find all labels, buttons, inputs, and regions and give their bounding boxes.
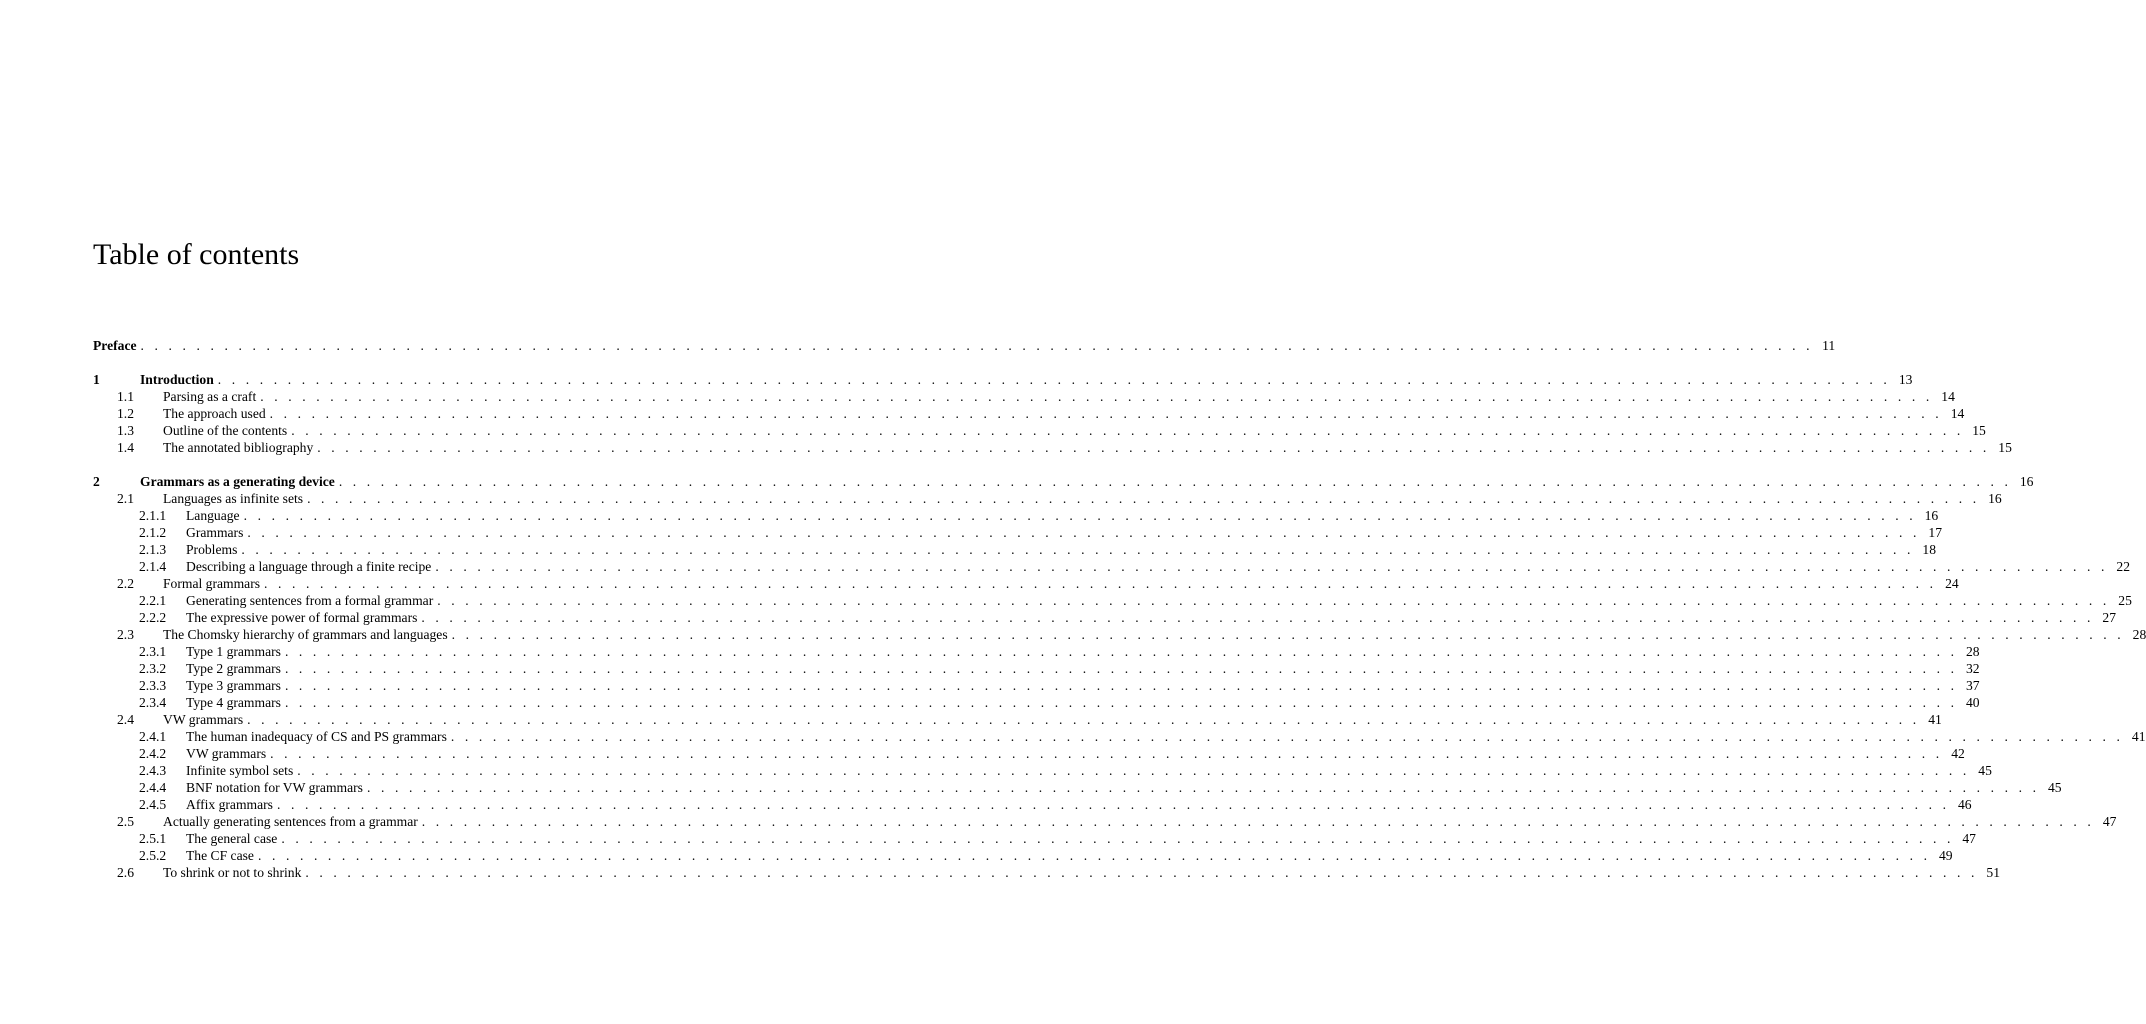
- toc-section-entry: [93, 575, 1959, 592]
- dot-leader: . . . . . . . . . . . . . . . . . . . . . . . . . . . . . . . . . . . . . . . . . . . . . . . . . . . . . . . . . . . . . . . . . . . . . . . . . . . . . . . . . . . . . . . . . . . . . . . . . . . . . . . . . . . . . . . . . . . . . . . .: [260, 389, 1933, 404]
- dot-leader: . . . . . . . . . . . . . . . . . . . . . . . . . . . . . . . . . . . . . . . . . . . . . . . . . . . . . . . . . . . . . . . . . . . . . . . . . . . . . . . . . . . . . . . . . . . . . . . . . . . . . . . . . . . . . . . . . . . . . . . .: [338, 474, 2012, 489]
- toc-section-entry: [93, 405, 1965, 422]
- toc-subsection-entry: [93, 728, 2146, 745]
- dot-leader: . . . . . . . . . . . . . . . . . . . . . . . . . . . . . . . . . . . . . . . . . . . . . . . . . . . . . . . . . . . . . . . . . . . . . . . . . . . . . . . . . . . . . . . . . . . . . . . . . . . . . . . . . . . . . . . . . . . . . . . .: [317, 440, 1990, 455]
- dot-leader: . . . . . . . . . . . . . . . . . . . . . . . . . . . . . . . . . . . . . . . . . . . . . . . . . . . . . . . . . . . . . . . . . . . . . . . . . . . . . . . . . . . . . . . . . . . . . . . . . . . . . . . . . . . . . . . . . . . . . . . .: [366, 780, 2040, 795]
- toc-entry-title: Preface: [93, 338, 137, 353]
- toc-subsection-entry: [93, 694, 1980, 711]
- toc-subsection-entry: [93, 558, 2130, 575]
- toc-entry-page-number: 45: [2047, 780, 2062, 795]
- toc-entry-title: Describing a language through a finite recipe: [186, 559, 432, 574]
- dot-leader: . . . . . . . . . . . . . . . . . . . . . . . . . . . . . . . . . . . . . . . . . . . . . . . . . . . . . . . . . . . . . . . . . . . . . . . . . . . . . . . . . . . . . . . . . . . . . . . . . . . . . . . . . . . . . . . . . . . . . . . .: [421, 610, 2095, 625]
- toc-entry-number: 2: [93, 474, 100, 489]
- toc-entry-title: The annotated bibliography: [163, 440, 314, 455]
- toc-subsection-entry: [93, 847, 1953, 864]
- toc-entry-title: Type 2 grammars: [186, 661, 281, 676]
- toc-entry-page-number: 47: [2102, 814, 2117, 829]
- toc-entry-number: 2.2: [117, 576, 134, 591]
- toc-subsection-entry: [93, 796, 1972, 813]
- toc-subsection-entry: [93, 779, 2062, 796]
- toc-entry-number: 2.4.2: [139, 746, 167, 761]
- dot-leader: . . . . . . . . . . . . . . . . . . . . . . . . . . . . . . . . . . . . . . . . . . . . . . . . . . . . . . . . . . . . . . . . . . . . . . . . . . . . . . . . . . . . . . . . . . . . . . . . . . . . . . . . . . . . . . . . . . . . . . . .: [297, 763, 1970, 778]
- toc-section-entry: [93, 490, 2002, 507]
- toc-entry-number: 2.5.1: [139, 831, 167, 846]
- toc-entry-number: 2.4.5: [139, 797, 167, 812]
- toc-entry-number: 2.1.1: [139, 508, 167, 523]
- dot-leader: . . . . . . . . . . . . . . . . . . . . . . . . . . . . . . . . . . . . . . . . . . . . . . . . . . . . . . . . . . . . . . . . . . . . . . . . . . . . . . . . . . . . . . . . . . . . . . . . . . . . . . . . . . . . . . . . . . . . . . . .: [276, 797, 1950, 812]
- toc-entry-title: The human inadequacy of CS and PS grammars: [186, 729, 447, 744]
- toc-entry-title: VW grammars: [163, 712, 244, 727]
- toc-entry-page-number: 17: [1928, 525, 1943, 540]
- toc-entry-title: Grammars as a generating device: [140, 474, 335, 489]
- toc-subsection-entry: [93, 524, 1943, 541]
- dot-leader: . . . . . . . . . . . . . . . . . . . . . . . . . . . . . . . . . . . . . . . . . . . . . . . . . . . . . . . . . . . . . . . . . . . . . . . . . . . . . . . . . . . . . . . . . . . . . . . . . . . . . . . . . . . . . . . . . . . . . . . .: [281, 831, 1954, 846]
- toc-entry-page-number: 42: [1951, 746, 1965, 761]
- toc-entry-title: Formal grammars: [163, 576, 261, 591]
- toc-entry-title: Problems: [186, 542, 238, 557]
- dot-leader: . . . . . . . . . . . . . . . . . . . . . . . . . . . . . . . . . . . . . . . . . . . . . . . . . . . . . . . . . . . . . . . . . . . . . . . . . . . . . . . . . . . . . . . . . . . . . . . . . . . . . . . . . . . . . . . . . . . . . . . .: [284, 644, 1958, 659]
- toc-entry-title: Infinite symbol sets: [186, 763, 294, 778]
- toc-subsection-entry: [93, 592, 2132, 609]
- toc-entry-title: Type 3 grammars: [186, 678, 281, 693]
- dot-leader: . . . . . . . . . . . . . . . . . . . . . . . . . . . . . . . . . . . . . . . . . . . . . . . . . . . . . . . . . . . . . . . . . . . . . . . . . . . . . . . . . . . . . . . . . . . . . . . . . . . . . . . . . . . . . . . . . . . . . . . .: [450, 729, 2124, 744]
- toc-entry-page-number: 24: [1945, 576, 1959, 591]
- toc-entry-number: 1.3: [117, 423, 134, 438]
- toc-subsection-entry: [93, 830, 1976, 847]
- dot-leader: . . . . . . . . . . . . . . . . . . . . . . . . . . . . . . . . . . . . . . . . . . . . . . . . . . . . . . . . . . . . . . . . . . . . . . . . . . . . . . . . . . . . . . . . . . . . . . . . . . . . . . . . . . . . . . . . . . . . . . . .: [247, 525, 1921, 540]
- dot-leader: . . . . . . . . . . . . . . . . . . . . . . . . . . . . . . . . . . . . . . . . . . . . . . . . . . . . . . . . . . . . . . . . . . . . . . . . . . . . . . . . . . . . . . . . . . . . . . . . . . . . . . . . . . . . . . . . . . . . . . . .: [451, 627, 2125, 642]
- toc-section-entry: [93, 422, 1986, 439]
- toc-entry-number: 1: [93, 372, 100, 387]
- toc-entry-number: 2.1.2: [139, 525, 167, 540]
- toc-entry-number: 1.2: [117, 406, 134, 421]
- dot-leader: . . . . . . . . . . . . . . . . . . . . . . . . . . . . . . . . . . . . . . . . . . . . . . . . . . . . . . . . . . . . . . . . . . . . . . . . . . . . . . . . . . . . . . . . . . . . . . . . . . . . . . . . . . . . . . . . . . . . . . . .: [291, 423, 1964, 438]
- toc-entry-number: 2.1.3: [139, 542, 167, 557]
- toc-section-entry: [93, 388, 1955, 405]
- toc-subsection-entry: [93, 660, 1980, 677]
- dot-leader: . . . . . . . . . . . . . . . . . . . . . . . . . . . . . . . . . . . . . . . . . . . . . . . . . . . . . . . . . . . . . . . . . . . . . . . . . . . . . . . . . . . . . . . . . . . . . . . . . . . . . . . . . . . . . . . . . . . . . . . .: [284, 695, 1958, 710]
- toc-section-entry: [93, 813, 2117, 830]
- toc-entry-number: 2.3.3: [139, 678, 167, 693]
- toc-entry-number: 2.3.4: [139, 695, 167, 710]
- toc-entry-page-number: 41: [2131, 729, 2146, 744]
- dot-leader: . . . . . . . . . . . . . . . . . . . . . . . . . . . . . . . . . . . . . . . . . . . . . . . . . . . . . . . . . . . . . . . . . . . . . . . . . . . . . . . . . . . . . . . . . . . . . . . . . . . . . . . . . . . . . . . . . . . . . . . .: [269, 406, 1943, 421]
- toc-subsection-entry: [93, 541, 1936, 558]
- page-title: Table of contents: [93, 238, 300, 271]
- toc-subsection-entry: [93, 643, 1980, 660]
- dot-leader: . . . . . . . . . . . . . . . . . . . . . . . . . . . . . . . . . . . . . . . . . . . . . . . . . . . . . . . . . . . . . . . . . . . . . . . . . . . . . . . . . . . . . . . . . . . . . . . . . . . . . . . . . . . . . . . . . . . . . . . .: [217, 372, 1891, 387]
- toc-entry-title: The general case: [186, 831, 278, 846]
- dot-leader: . . . . . . . . . . . . . . . . . . . . . . . . . . . . . . . . . . . . . . . . . . . . . . . . . . . . . . . . . . . . . . . . . . . . . . . . . . . . . . . . . . . . . . . . . . . . . . . . . . . . . . . . . . . . . . . . . . . . . . . .: [284, 661, 1958, 676]
- dot-leader: . . . . . . . . . . . . . . . . . . . . . . . . . . . . . . . . . . . . . . . . . . . . . . . . . . . . . . . . . . . . . . . . . . . . . . . . . . . . . . . . . . . . . . . . . . . . . . . . . . . . . . . . . . . . . . . . . . . . . . . .: [284, 678, 1958, 693]
- toc-entry-number: 2.4.1: [139, 729, 167, 744]
- toc-entry-title: The expressive power of formal grammars: [186, 610, 418, 625]
- toc-entry-title: Grammars: [186, 525, 244, 540]
- toc-entry-number: 1.4: [117, 440, 134, 455]
- toc-entry-title: Languages as infinite sets: [163, 491, 304, 506]
- toc-entry-page-number: 32: [1965, 661, 1980, 676]
- toc-entry-page-number: 51: [1986, 865, 2001, 880]
- toc-entry-number: 2.3.2: [139, 661, 167, 676]
- toc-entry-title: Actually generating sentences from a grammar: [163, 814, 418, 829]
- toc-entry-page-number: 27: [2102, 610, 2117, 625]
- toc-entry-number: 2.1: [117, 491, 134, 506]
- toc-entry-page-number: 11: [1822, 338, 1836, 353]
- dot-leader: . . . . . . . . . . . . . . . . . . . . . . . . . . . . . . . . . . . . . . . . . . . . . . . . . . . . . . . . . . . . . . . . . . . . . . . . . . . . . . . . . . . . . . . . . . . . . . . . . . . . . . . . . . . . . . . . . . . . . . . .: [307, 491, 1980, 506]
- toc-entry-title: The approach used: [163, 406, 266, 421]
- toc-entry-title: Outline of the contents: [163, 423, 288, 438]
- toc-entry-page-number: 14: [1941, 389, 1955, 404]
- dot-leader: . . . . . . . . . . . . . . . . . . . . . . . . . . . . . . . . . . . . . . . . . . . . . . . . . . . . . . . . . . . . . . . . . . . . . . . . . . . . . . . . . . . . . . . . . . . . . . . . . . . . . . . . . . . . . . . . . . . . . . . .: [437, 593, 2110, 608]
- toc-entry-number: 2.4.4: [139, 780, 167, 795]
- toc-entry-page-number: 37: [1965, 678, 1980, 693]
- dot-leader: . . . . . . . . . . . . . . . . . . . . . . . . . . . . . . . . . . . . . . . . . . . . . . . . . . . . . . . . . . . . . . . . . . . . . . . . . . . . . . . . . . . . . . . . . . . . . . . . . . . . . . . . . . . . . . . . . . . . . . . .: [264, 576, 1937, 591]
- toc-entry-page-number: 25: [2118, 593, 2132, 608]
- toc-entry-number: 2.3.1: [139, 644, 167, 659]
- toc-entry-page-number: 45: [1978, 763, 1992, 778]
- dot-leader: . . . . . . . . . . . . . . . . . . . . . . . . . . . . . . . . . . . . . . . . . . . . . . . . . . . . . . . . . . . . . . . . . . . . . . . . . . . . . . . . . . . . . . . . . . . . . . . . . . . . . . . . . . . . . . . . . . . . . . . .: [270, 746, 1943, 761]
- toc-subsection-entry: [93, 745, 1965, 762]
- toc-entry-number: 2.5: [117, 814, 134, 829]
- toc-entry-number: 2.2.2: [139, 610, 167, 625]
- toc-entry-page-number: 47: [1962, 831, 1976, 846]
- toc-section-entry: [93, 439, 2012, 456]
- toc-section-entry: [93, 864, 2001, 881]
- toc-section-entry: [93, 711, 1942, 728]
- toc-entry-title: Parsing as a craft: [163, 389, 257, 404]
- toc-entry-page-number: 15: [1972, 423, 1986, 438]
- toc-section-entry: [93, 626, 2146, 643]
- toc-entry-page-number: 16: [1924, 508, 1939, 523]
- dot-leader: . . . . . . . . . . . . . . . . . . . . . . . . . . . . . . . . . . . . . . . . . . . . . . . . . . . . . . . . . . . . . . . . . . . . . . . . . . . . . . . . . . . . . . . . . . . . . . . . . . . . . . . . . . . . . . . . . . . . . . . .: [421, 814, 2095, 829]
- toc-chapter-entry: [93, 371, 1913, 388]
- toc-entry-page-number: 41: [1928, 712, 1942, 727]
- toc-entry-title: Introduction: [140, 372, 214, 387]
- toc-entry-page-number: 15: [1998, 440, 2012, 455]
- dot-leader: . . . . . . . . . . . . . . . . . . . . . . . . . . . . . . . . . . . . . . . . . . . . . . . . . . . . . . . . . . . . . . . . . . . . . . . . . . . . . . . . . . . . . . . . . . . . . . . . . . . . . . . . . . . . . . . . . . . . . . . .: [257, 848, 1931, 863]
- toc-entry-number: 2.5.2: [139, 848, 167, 863]
- dot-leader: . . . . . . . . . . . . . . . . . . . . . . . . . . . . . . . . . . . . . . . . . . . . . . . . . . . . . . . . . . . . . . . . . . . . . . . . . . . . . . . . . . . . . . . . . . . . . . . . . . . . . . . . . . . . . . . . . . . . . . . .: [247, 712, 1920, 727]
- toc-entry-page-number: 40: [1965, 695, 1980, 710]
- toc-entry-title: VW grammars: [186, 746, 267, 761]
- toc-entry-title: Affix grammars: [186, 797, 273, 812]
- toc-entry-number: 1.1: [117, 389, 134, 404]
- toc-entry-page-number: 46: [1957, 797, 1972, 812]
- toc-entry-page-number: 22: [2116, 559, 2130, 574]
- dot-leader: . . . . . . . . . . . . . . . . . . . . . . . . . . . . . . . . . . . . . . . . . . . . . . . . . . . . . . . . . . . . . . . . . . . . . . . . . . . . . . . . . . . . . . . . . . . . . . . . . . . . . . . . . . . . . . . . . . . . . . . .: [305, 865, 1979, 880]
- toc-entry-number: 2.4: [117, 712, 134, 727]
- dot-leader: . . . . . . . . . . . . . . . . . . . . . . . . . . . . . . . . . . . . . . . . . . . . . . . . . . . . . . . . . . . . . . . . . . . . . . . . . . . . . . . . . . . . . . . . . . . . . . . . . . . . . . . . . . . . . . . . . . . . . . . .: [435, 559, 2108, 574]
- toc-entry-page-number: 13: [1898, 372, 1913, 387]
- toc-subsection-entry: [93, 507, 1939, 524]
- toc-entry-title: Language: [186, 508, 240, 523]
- toc-chapter-entry: [93, 473, 2034, 490]
- toc-entry-page-number: 28: [1965, 644, 1980, 659]
- toc-entry-number: 2.1.4: [139, 559, 167, 574]
- toc-entry-title: The CF case: [186, 848, 254, 863]
- toc-entry-title: The Chomsky hierarchy of grammars and languages: [163, 627, 448, 642]
- toc-entry-number: 2.2.1: [139, 593, 167, 608]
- toc-subsection-entry: [93, 762, 1992, 779]
- toc-entry-title: Type 1 grammars: [186, 644, 281, 659]
- dot-leader: . . . . . . . . . . . . . . . . . . . . . . . . . . . . . . . . . . . . . . . . . . . . . . . . . . . . . . . . . . . . . . . . . . . . . . . . . . . . . . . . . . . . . . . . . . . . . . . . . . . . . . . . . . . . . . . . . . . . . . . .: [140, 338, 1814, 353]
- toc-entry-page-number: 49: [1938, 848, 1953, 863]
- toc-subsection-entry: [93, 677, 1980, 694]
- toc-entry-title: Generating sentences from a formal grammar: [186, 593, 434, 608]
- table-of-contents: [93, 337, 2146, 881]
- toc-chapter-entry: [93, 337, 1836, 354]
- toc-entry-page-number: 16: [2019, 474, 2034, 489]
- toc-entry-page-number: 16: [1988, 491, 2002, 506]
- toc-subsection-entry: [93, 609, 2117, 626]
- dot-leader: . . . . . . . . . . . . . . . . . . . . . . . . . . . . . . . . . . . . . . . . . . . . . . . . . . . . . . . . . . . . . . . . . . . . . . . . . . . . . . . . . . . . . . . . . . . . . . . . . . . . . . . . . . . . . . . . . . . . . . . .: [243, 508, 1917, 523]
- toc-entry-title: BNF notation for VW grammars: [186, 780, 363, 795]
- toc-entry-page-number: 14: [1950, 406, 1965, 421]
- toc-entry-page-number: 18: [1922, 542, 1936, 557]
- toc-entry-number: 2.6: [117, 865, 134, 880]
- toc-entry-title: Type 4 grammars: [186, 695, 281, 710]
- toc-entry-page-number: 28: [2132, 627, 2146, 642]
- toc-entry-number: 2.3: [117, 627, 134, 642]
- toc-entry-number: 2.4.3: [139, 763, 167, 778]
- dot-leader: . . . . . . . . . . . . . . . . . . . . . . . . . . . . . . . . . . . . . . . . . . . . . . . . . . . . . . . . . . . . . . . . . . . . . . . . . . . . . . . . . . . . . . . . . . . . . . . . . . . . . . . . . . . . . . . . . . . . . . . .: [241, 542, 1914, 557]
- toc-entry-title: To shrink or not to shrink: [163, 865, 302, 880]
